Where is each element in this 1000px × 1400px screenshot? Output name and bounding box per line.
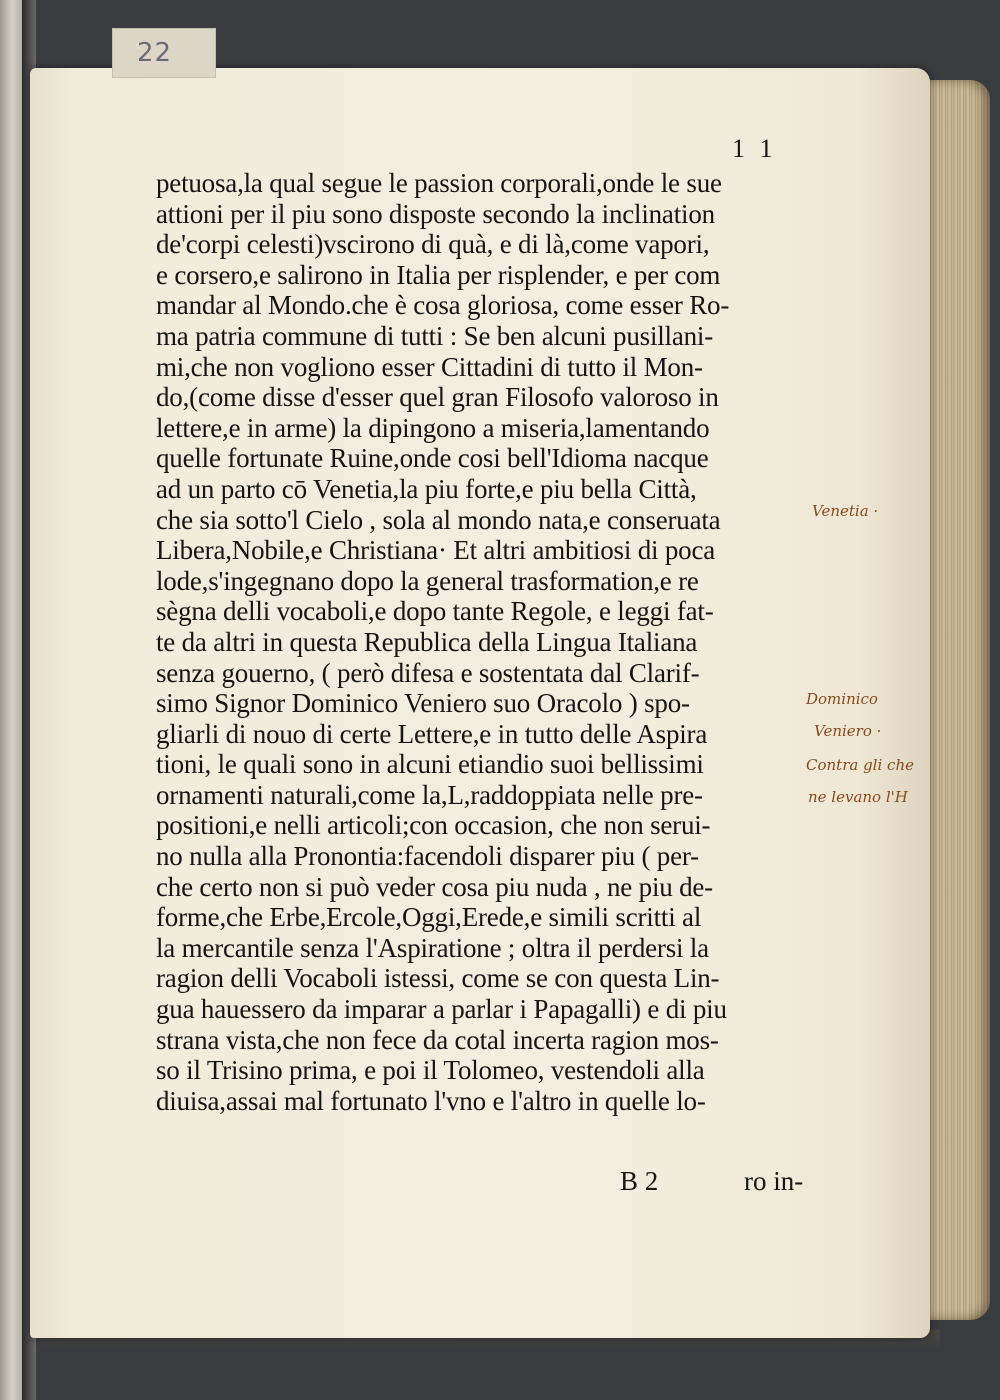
text-line: sègna delli vocaboli,e dopo tante Regole, e leggi fat-: [156, 596, 714, 627]
facing-page-edge: [0, 0, 22, 1400]
text-line: quelle fortunate Ruine,onde cosi bell'Idioma nacque: [156, 443, 709, 474]
text-line: ragion delli Vocaboli istessi, come se con questa Lin-: [156, 963, 720, 994]
text-line: lettere,e in arme) la dipingono a miseria,lamentando: [156, 412, 710, 443]
page-number: 1 1: [732, 134, 777, 163]
marginal-note-levano: ne levano l'H: [808, 788, 908, 806]
text-line: positioni,e nelli articoli;con occasion, che non serui-: [156, 810, 711, 841]
text-line: de'corpi celesti)vscirono di quà, e di là,come vapori,: [156, 229, 710, 260]
text-line: diuisa,assai mal fortunato l'vno e l'altro in quelle lo-: [156, 1085, 706, 1116]
text-line: che sia sotto'l Cielo , sola al mondo nata,e conseruata: [156, 504, 721, 535]
text-line: forme,che Erbe,Ercole,Oggi,Erede,e simili scritti al: [156, 902, 702, 933]
text-line: ornamenti naturali,come la,L,raddoppiata nelle pre-: [156, 779, 703, 810]
text-line: lode,s'ingegnano dopo la general trasformation,e re: [156, 565, 699, 596]
text-line: strana vista,che non fece da cotal incerta ragion mos-: [156, 1024, 719, 1055]
text-line: ma patria commune di tutti : Se ben alcuni pusillani-: [156, 320, 714, 351]
text-line: senza gouerno, ( però difesa e sostentata dal Clarif-: [156, 657, 700, 688]
marginal-note-dominico: Dominico: [806, 690, 878, 708]
marginal-note-veniero: Veniero ·: [814, 722, 882, 740]
text-line: do,(come disse d'esser quel gran Filosofo valoroso in: [156, 382, 719, 413]
text-line: gliarli di nouo di certe Lettere,e in tutto delle Aspira: [156, 718, 708, 749]
text-line: la mercantile senza l'Aspiratione ; oltra il perdersi la: [156, 932, 709, 963]
text-line: ad un parto cō Venetia,la piu forte,e piu bella Città,: [156, 473, 697, 504]
marginal-note-venetia: Venetia ·: [812, 502, 879, 520]
text-line: simo Signor Dominico Veniero suo Oracolo ) spo-: [156, 688, 690, 719]
text-line: te da altri in questa Republica della Lingua Italiana: [156, 626, 698, 657]
text-line: attioni per il piu sono disposte secondo la inclination: [156, 198, 715, 229]
main-text: [156, 168, 796, 1116]
page-fore-edge: [922, 80, 990, 1320]
marginal-note-contra: Contra gli che: [806, 756, 914, 774]
shelf-label: 22: [112, 28, 216, 78]
text-line: Libera,Nobile,e Christiana· Et altri ambitiosi di poca: [156, 535, 716, 566]
text-line: tioni, le quali sono in alcuni etiandio suoi bellissimi: [156, 749, 704, 780]
text-line: so il Trisino prima, e poi il Tolomeo, vestendoli alla: [156, 1055, 705, 1086]
text-line: mi,che non vogliono esser Cittadini di tutto il Mon-: [156, 351, 703, 382]
signature-mark: B 2: [620, 1166, 659, 1196]
text-line: mandar al Mondo.che è cosa gloriosa, come esser Ro-: [156, 290, 730, 321]
text-line: che certo non si può veder cosa piu nuda , ne piu de-: [156, 871, 713, 902]
text-line: gua hauessero da imparar a parlar i Papagalli) e di piu: [156, 994, 727, 1025]
text-line: e corsero,e salirono in Italia per risplender, e per com: [156, 259, 721, 290]
catchword: ro in-: [744, 1166, 804, 1196]
text-line: petuosa,la qual segue le passion corporali,onde le sue: [156, 168, 722, 198]
text-line: no nulla alla Pronontia:facendoli disparer piu ( per-: [156, 841, 699, 872]
